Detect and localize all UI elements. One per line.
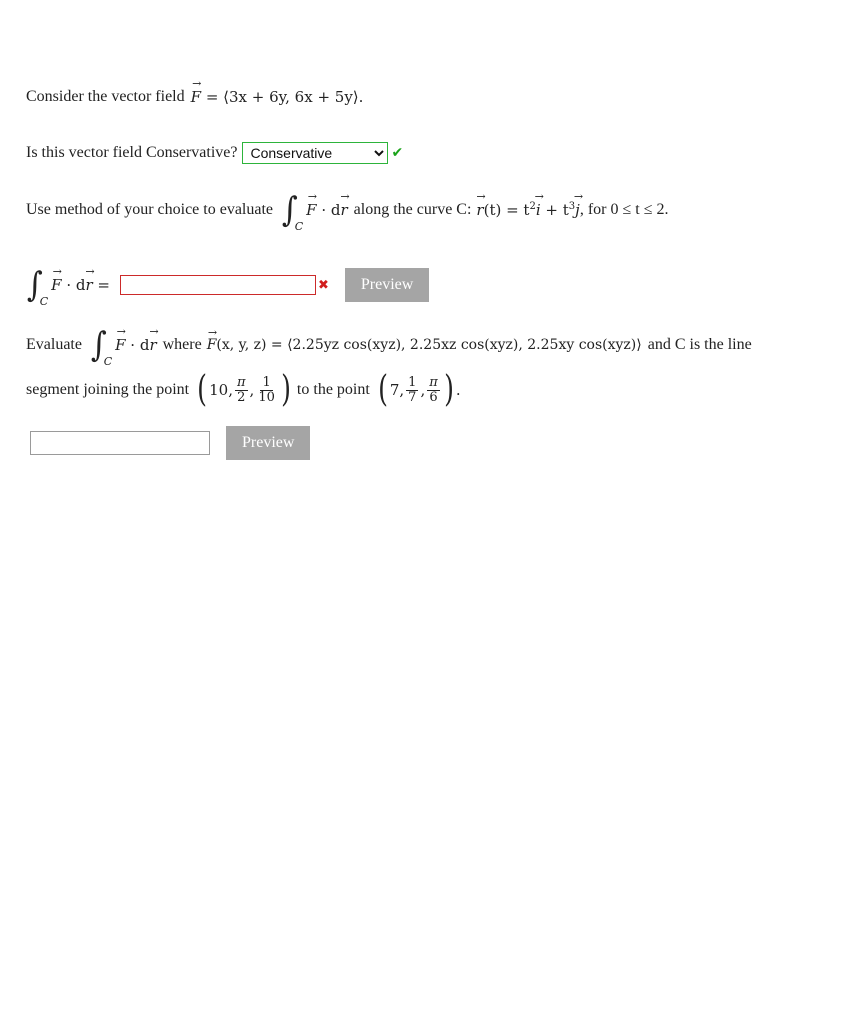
q3-preview-button[interactable]: Preview <box>345 268 429 302</box>
q3-line-integral-icon: ∫ C <box>281 190 304 233</box>
q3-answer-row <box>26 265 429 308</box>
q4-integrand: → F · d→ r <box>115 336 157 354</box>
q2-statement <box>26 142 403 164</box>
incorrect-cross-icon: ✖ <box>317 277 329 293</box>
q3-curve-text: along the curve C: <box>353 201 472 218</box>
q3-answer-lhs: → F · d→ r = <box>51 276 110 294</box>
q3-statement <box>26 190 669 233</box>
q1-statement <box>26 88 363 106</box>
q4-field-def: → F(x, y, z) = ⟨2.25yz cos(xyz), 2.25xz cos(xyz), 2.25xy cos(xyz)⟩ <box>207 337 642 353</box>
q3-curve-range: , for 0 ≤ t ≤ 2. <box>579 201 669 218</box>
conservative-select[interactable] <box>242 142 388 164</box>
q2-prompt: Is this vector field Conservative? <box>26 144 238 161</box>
q3-prompt: Use method of your choice to evaluate <box>26 201 274 218</box>
correct-check-icon: ✔ <box>391 145 404 161</box>
q4-segment <box>26 369 461 410</box>
q4-point-2: ( 7, $\frac{1}{7}$ , $\frac{\pi}{6}$ ) . <box>377 369 461 410</box>
q4-segment-text: segment joining the point <box>26 381 190 398</box>
q1-field-symbol: → F <box>191 88 201 106</box>
q3-answer-input[interactable] <box>120 275 316 295</box>
q4-statement <box>26 325 752 368</box>
q4-line-integral-icon: ∫ C <box>90 325 113 368</box>
q4-tail: and C is the line <box>647 336 752 353</box>
q1-field-def: = ⟨3x + 6y, 6x + 5y⟩. <box>201 88 364 106</box>
q4-evaluate: Evaluate <box>26 336 82 353</box>
q4-answer-row <box>30 426 310 460</box>
q4-preview-button[interactable]: Preview <box>226 426 310 460</box>
q3-answer-integral-icon: ∫ C <box>26 265 49 308</box>
q3-integrand: → F · d→ r <box>306 201 348 219</box>
q4-point-1: ( 10, $\frac{\pi}{2}$ , $\frac{1}{10}$ ) <box>197 369 291 410</box>
q1-field-math <box>191 88 364 106</box>
q1-intro: Consider the vector field <box>26 88 185 105</box>
q3-curve-equation: → $r(t) = t^2\to i + t^3\to j$ <box>476 201 579 219</box>
q4-to-point: to the point <box>296 381 370 398</box>
q4-answer-input[interactable] <box>30 431 210 455</box>
q4-where: where <box>162 336 202 353</box>
